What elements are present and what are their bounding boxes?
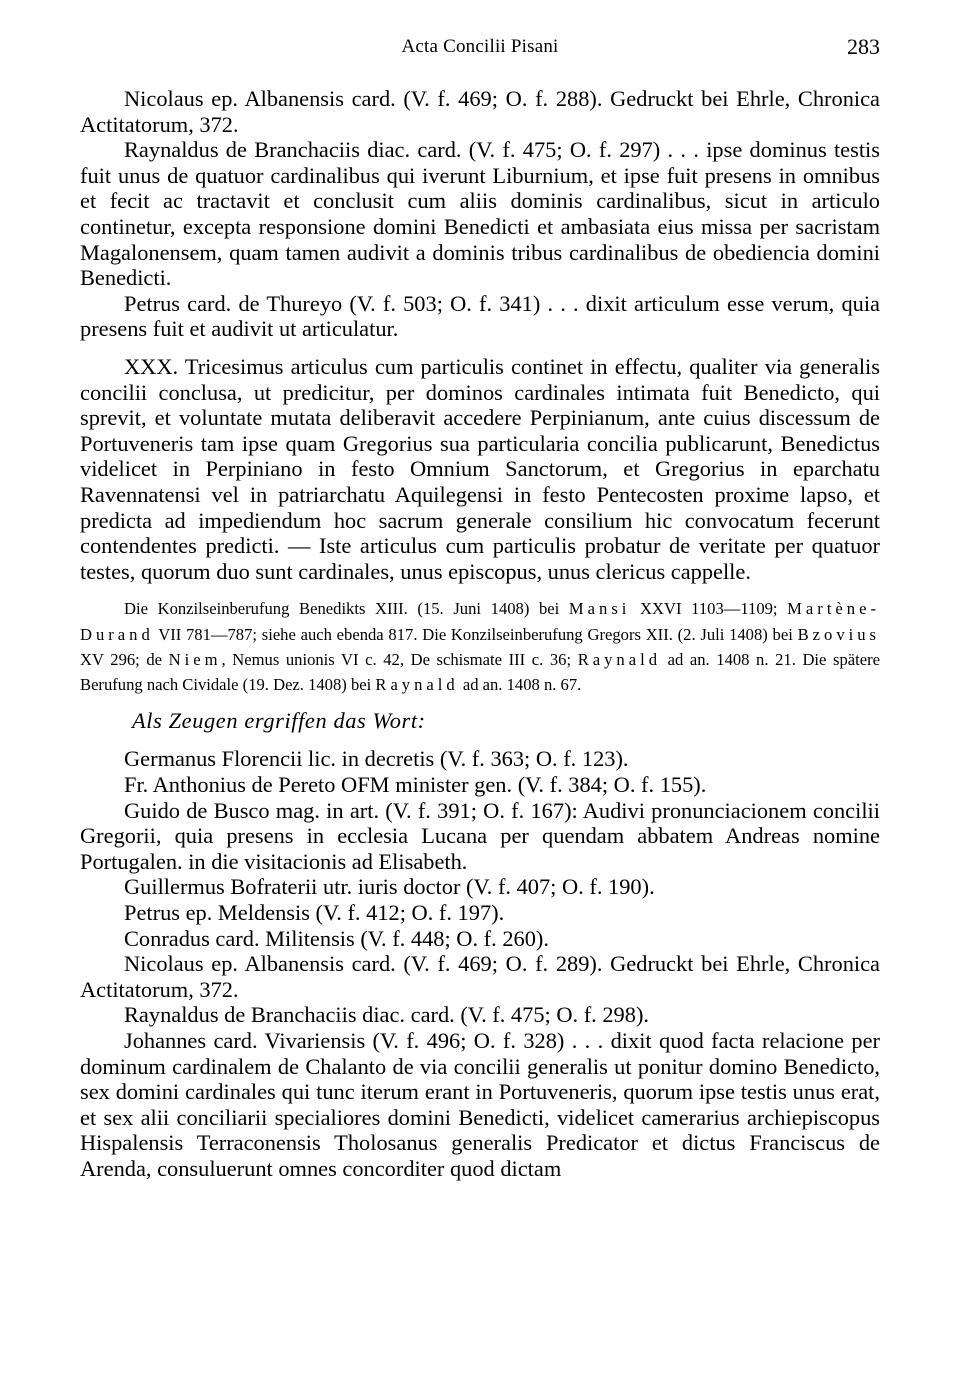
witness-entry: Johannes card. Vivariensis (V. f. 496; O. f. 328) . . . dixit quod facta relacione per dominum cardinalem de Chalanto de via concilii generalis ut ponitur domino Benedicto, sex domini cardinales qui tunc iterum erant in Portuveneris, quorum ipse testis unus erat, et sex alii conciliarii specialiores domini Benedicti, videlicet camerarius archiepiscopus Hispalensis Terraconensis Tholosanus generalis Predicator et dictus Franciscus de Arenda, consuluerunt omnes concorditer quod dictam xyxy=(80,1028,880,1181)
footnote-paragraph xyxy=(80,596,880,697)
witness-entry: Nicolaus ep. Albanensis card. (V. f. 469; O. f. 289). Gedruckt bei Ehrle, Chronica Actitatorum, 372. xyxy=(80,951,880,1002)
witness-list xyxy=(80,746,880,1181)
page-body xyxy=(80,86,880,1182)
note-text: XV 296; de xyxy=(80,649,169,669)
running-head: Acta Concilii Pisani xyxy=(401,36,559,57)
author-name: Mansi xyxy=(568,599,631,619)
page-number: 283 xyxy=(847,34,880,59)
footnote-block xyxy=(80,596,880,697)
witness-entry: Guido de Busco mag. in art. (V. f. 391; O. f. 167): Audivi pronunciacionem concilii Gregorii, quia presens in ecclesia Lucana per quendam abbatem Andreas nomine Portugalen. in die visitacionis ad Elisabeth. xyxy=(80,797,880,874)
author-name: Martène-Durand xyxy=(80,599,880,644)
paragraph-raynaldus: Raynaldus de Branchaciis diac. card. (V. f. 475; O. f. 297) . . . ipse dominus testis fuit unus de quatuor cardinalibus qui iverunt Liburnium, et ipse fuit presens in omnibus et fecit ac tractavit et conclusit cum aliis dominis cardinalibus, sicut in articulo continetur, excepta responsione domini Benedicti et ambasiata eius missa per sacristam Magalonensem, quam tamen audivit a dominis tribus cardinalibus de obediencia domini Benedicti. xyxy=(80,137,880,291)
page-header xyxy=(80,34,880,66)
witness-entry: Fr. Anthonius de Pereto OFM minister gen. (V. f. 384; O. f. 155). xyxy=(124,772,707,798)
paragraph-petrus: Petrus card. de Thureyo (V. f. 503; O. f. 341) . . . dixit articulum esse verum, quia presens fuit et audivit ut articulatur. xyxy=(80,290,880,342)
note-text: , Nemus unionis VI c. 42, De schismate III c. 36; xyxy=(221,649,578,669)
note-text: XXVI 1103—1109; xyxy=(630,599,788,619)
witness-entry: Raynaldus de Branchaciis diac. card. (V. f. 475; O. f. 298). xyxy=(124,1002,649,1028)
author-name: Bzovius xyxy=(797,624,880,644)
article-xxx: XXX. Tricesimus articulus cum particulis continet in effectu, qualiter via generalis concilii conclusa, ut predicitur, per dominos cardinales intimata fuit Benedicto, qui sprevit, et voluntate mutata deliberavit accedere Perpinianum, ante cuius discessum de Portuveneris tam ipse quam Gregorius sua particularia concilia publicarunt, Benedictus videlicet in Perpiniano in festo Omnium Sanctorum, et Gregorius in eparchatu Ravennatensi vel in patriarchatu Aquilegensi in festo Pentecosten proxime lapso, et predicta ad impediendum hoc sacrum generale consilium hic convocatum fecerunt contendentes predicti. — Iste articulus cum particulis probatur de veritate per quatuor testes, quorum duo sunt cardinales, unus episcopus, unus clericus cappelle. xyxy=(80,353,880,584)
section-label: Als Zeugen ergriffen das Wort: xyxy=(132,708,426,734)
note-text: ad an. 1408 n. 67. xyxy=(458,675,582,695)
note-text: ad an. 1408 n. 21. Die spätere Berufung nach Cividale (19. Dez. 1408) bei xyxy=(80,649,880,695)
author-name: Niem xyxy=(168,649,222,669)
witness-entry: Guillermus Bofraterii utr. iuris doctor (V. f. 407; O. f. 190). xyxy=(124,874,655,900)
paragraph-nicolaus: Nicolaus ep. Albanensis card. (V. f. 469; O. f. 288). Gedruckt bei Ehrle, Chronica Actitatorum, 372. xyxy=(80,86,880,137)
witness-entry: Conradus card. Militensis (V. f. 448; O. f. 260). xyxy=(124,925,549,951)
witness-entry: Petrus ep. Meldensis (V. f. 412; O. f. 197). xyxy=(124,900,505,926)
note-text: VII 781—787; siehe auch ebenda 817. Die Konzilseinberufung Gregors XII. (2. Juli 1408) bei xyxy=(153,624,798,644)
witness-entry: Germanus Florencii lic. in decretis (V. f. 363; O. f. 123). xyxy=(124,746,629,772)
note-text: Die Konzilseinberufung Benedikts XIII. (15. Juni 1408) bei xyxy=(124,599,569,619)
author-name: Raynald xyxy=(375,675,459,695)
author-name: Raynald xyxy=(577,649,661,669)
